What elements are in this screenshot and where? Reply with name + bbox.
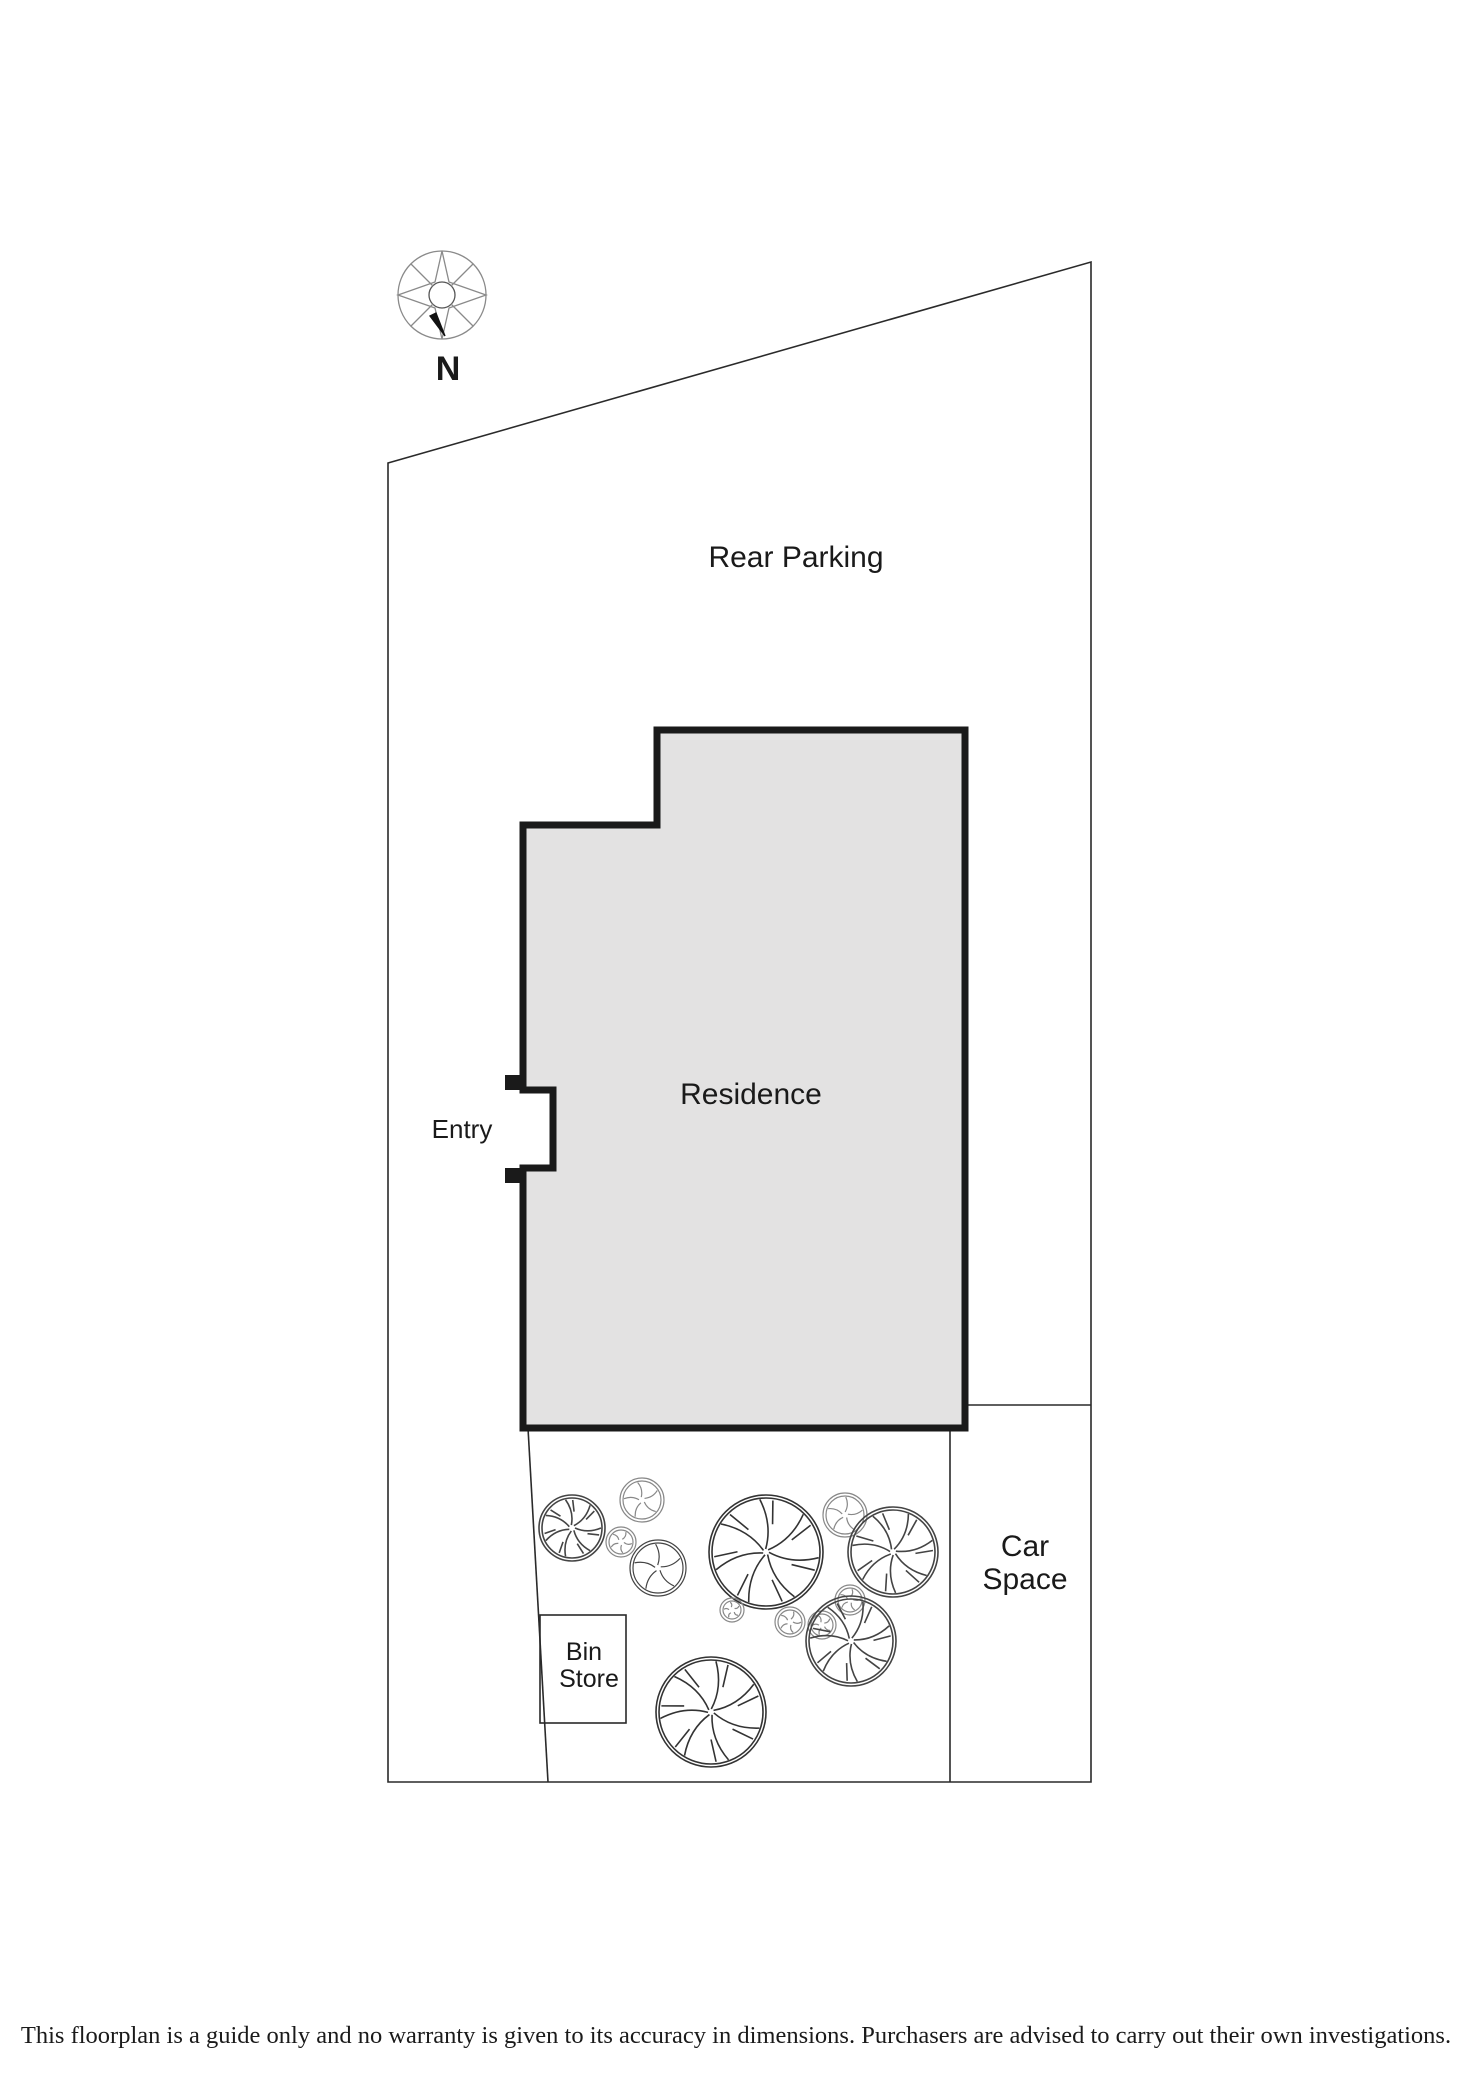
tree-icon: [630, 1540, 686, 1596]
tree-icon: [806, 1596, 896, 1686]
tree-icon: [656, 1657, 766, 1767]
tree-icon: [720, 1598, 744, 1622]
tree-icon: [848, 1507, 938, 1597]
tree-icon: [606, 1527, 636, 1557]
compass-north-label: N: [435, 350, 461, 388]
car-space-label-line2: Space: [982, 1563, 1068, 1596]
compass-rose-icon: [398, 251, 486, 339]
rear-parking-label: Rear Parking: [708, 541, 884, 574]
tree-icon: [775, 1607, 805, 1637]
entry-label: Entry: [431, 1114, 493, 1144]
disclaimer-text: This floorplan is a guide only and no warranty is given to its accuracy in dimensions. Purchasers are advised to carry out their own investigations.: [20, 2022, 1452, 2049]
garden-boundary: [528, 1428, 548, 1782]
car-space-label-line1: Car: [1000, 1530, 1050, 1563]
tree-icon: [620, 1478, 664, 1522]
tree-icon: [539, 1495, 605, 1561]
bin-store-label-line2: Store: [559, 1665, 619, 1693]
tree-icon: [709, 1495, 823, 1609]
tree-icon: [823, 1493, 867, 1537]
residence-label: Residence: [680, 1078, 822, 1111]
bin-store-label-line1: Bin: [565, 1638, 603, 1666]
